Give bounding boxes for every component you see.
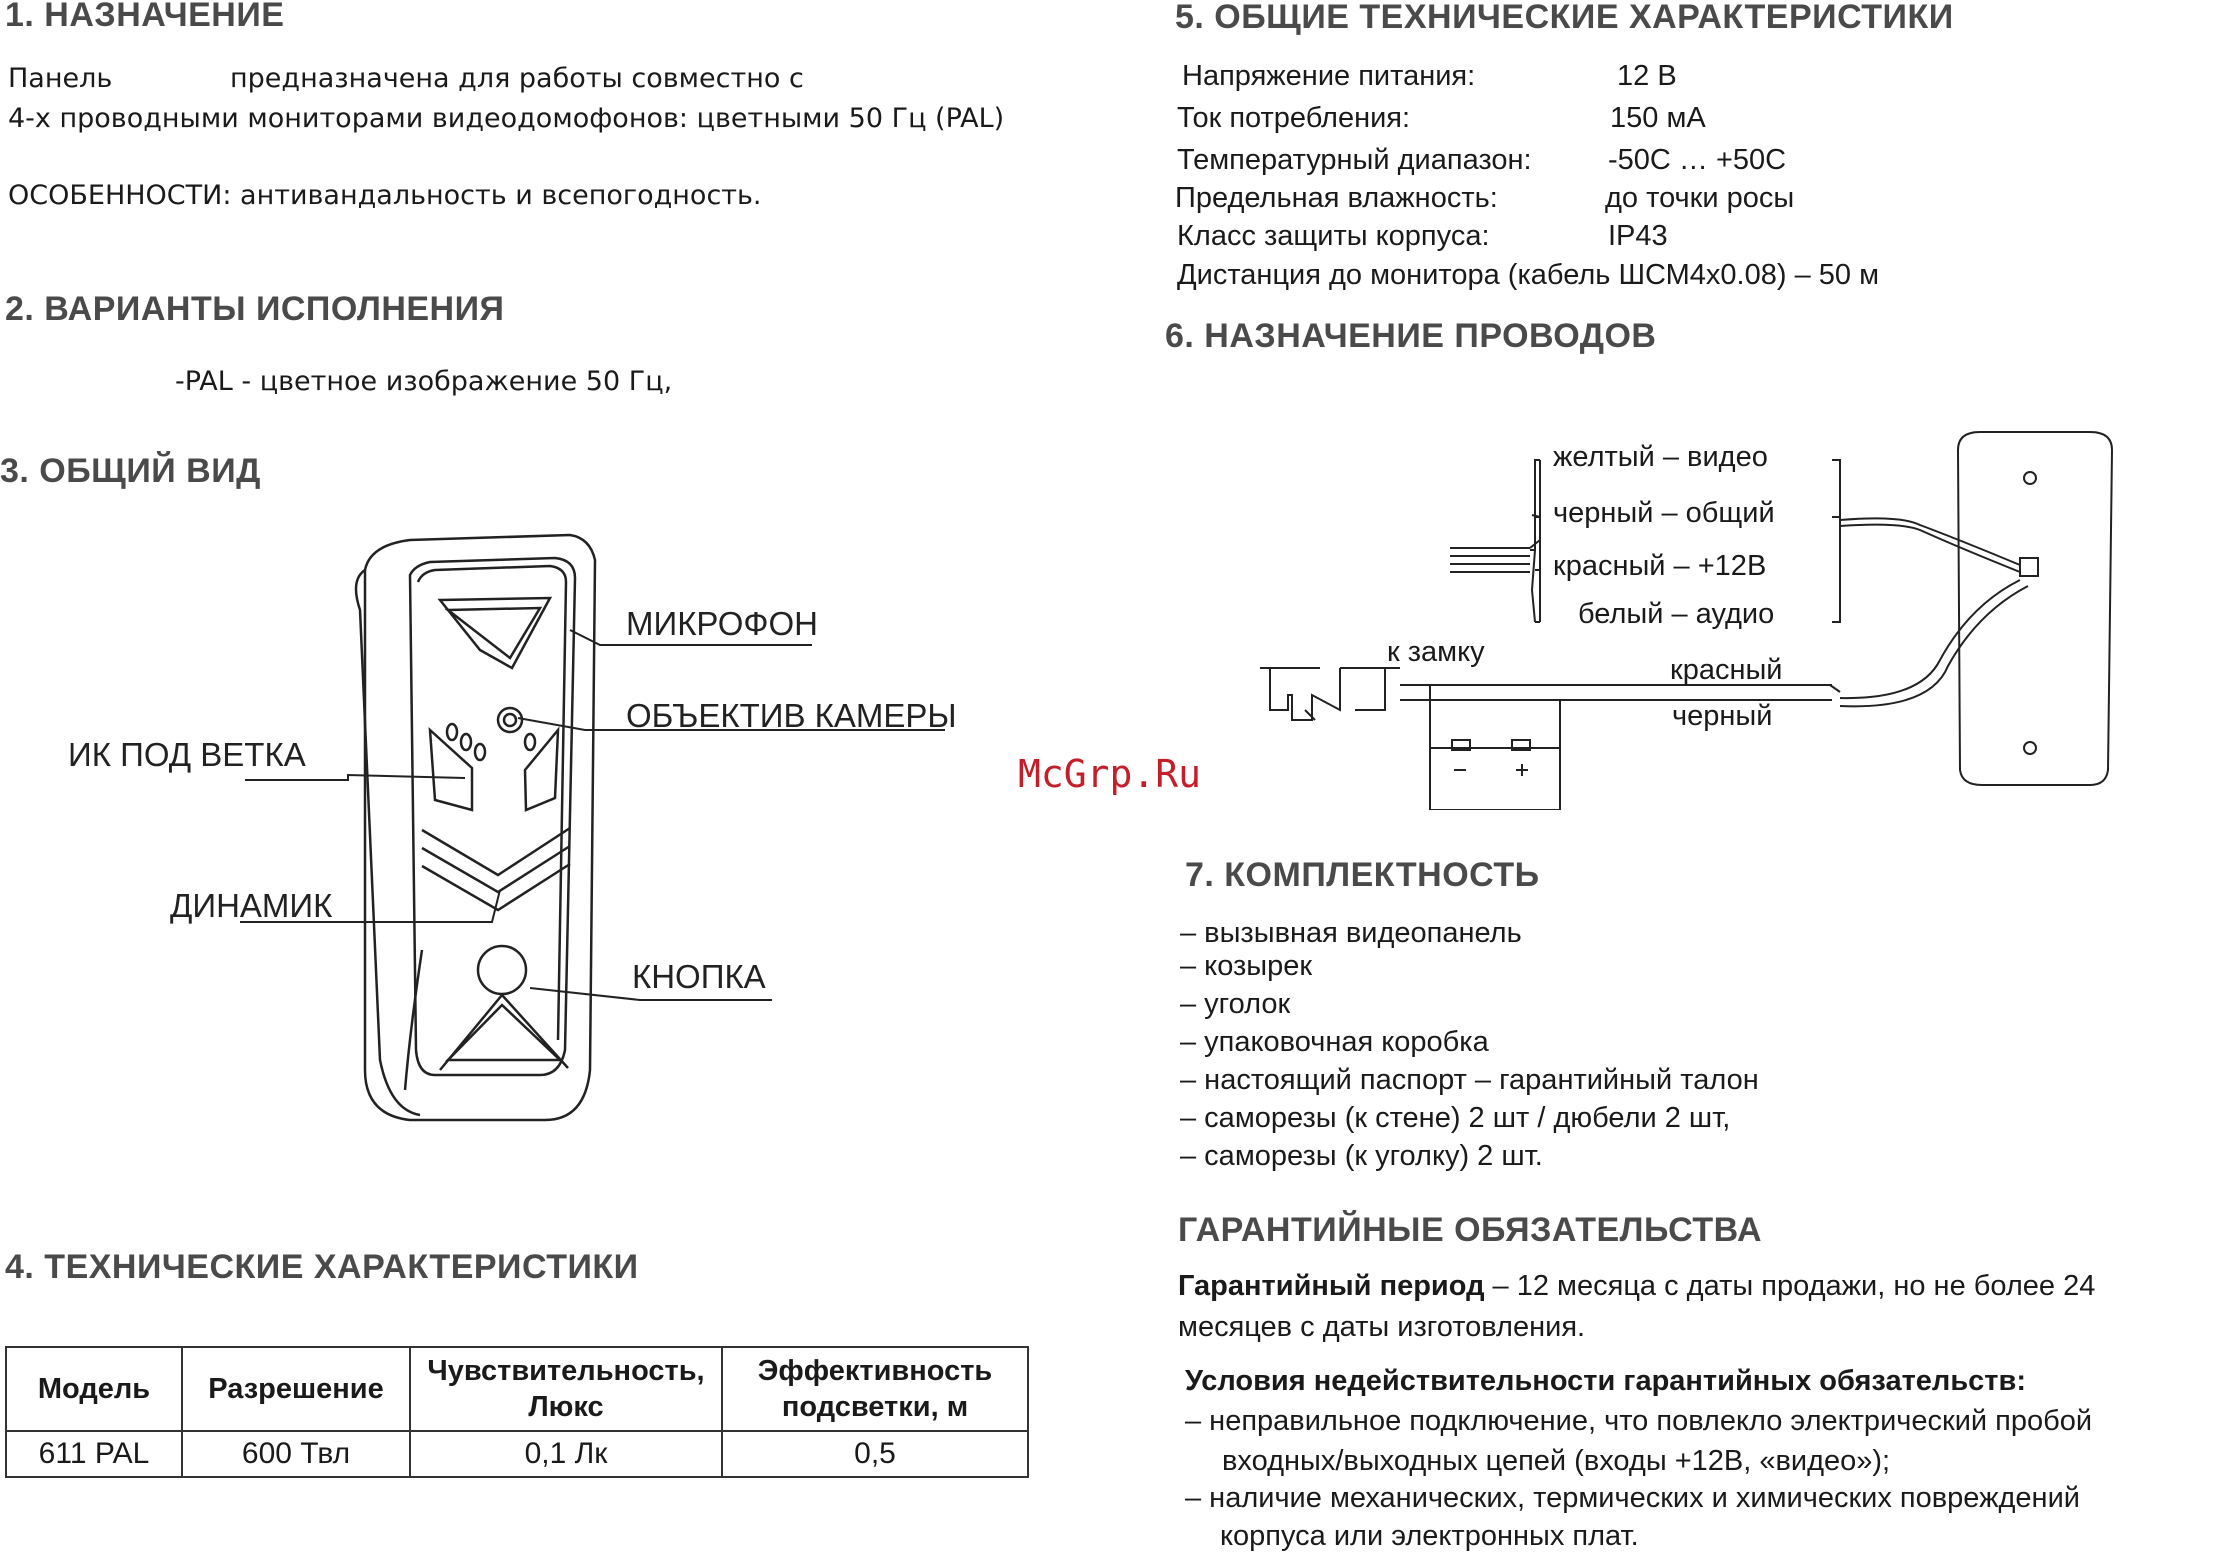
- section-2-heading: 2. ВАРИАНТЫ ИСПОЛНЕНИЯ: [5, 290, 505, 328]
- warranty-heading: ГАРАНТИЙНЫЕ ОБЯЗАТЕЛЬСТВА: [1178, 1211, 1763, 1249]
- section-6-heading: 6. НАЗНАЧЕНИЕ ПРОВОДОВ: [1165, 317, 1657, 355]
- condition-2-line-2: корпуса или электронных плат.: [1220, 1520, 1639, 1552]
- table-row: [6, 1431, 1028, 1477]
- cell-ir-range: 0,5: [722, 1431, 1028, 1477]
- list-item: – упаковочная коробка: [1180, 1026, 1489, 1058]
- condition-1-line-1: – неправильное подключение, что повлекло электрический пробой: [1185, 1405, 2093, 1437]
- watermark: McGrp.Ru: [1018, 752, 1202, 796]
- list-item: – уголок: [1180, 988, 1291, 1020]
- list-item: – саморезы (к уголку) 2 шт.: [1180, 1140, 1543, 1172]
- cell-model: 611 PAL: [6, 1431, 182, 1477]
- spec-value: IP43: [1608, 220, 1668, 252]
- list-item: – вызывная видеопанель: [1180, 917, 1522, 949]
- cell-resolution: 600 Твл: [182, 1431, 410, 1477]
- section-5-heading: 5. ОБЩИЕ ТЕХНИЧЕСКИЕ ХАРАКТЕРИСТИКИ: [1175, 0, 1954, 36]
- distance-line: Дистанция до монитора (кабель ШСМ4х0.08) – 50 м: [1177, 259, 1880, 291]
- column-header-ir-range: Эффективность подсветки, м: [722, 1347, 1028, 1431]
- spec-label: Класс защиты корпуса:: [1177, 220, 1490, 252]
- section-4-heading: 4. ТЕХНИЧЕСКИЕ ХАРАКТЕРИСТИКИ: [5, 1248, 639, 1286]
- spec-table: [5, 1346, 1029, 1478]
- section-7-heading: 7. КОМПЛЕКТНОСТЬ: [1185, 856, 1540, 894]
- variant-item: -PAL - цветное изображение 50 Гц,: [175, 366, 673, 397]
- panel-drawing: [240, 530, 960, 1150]
- warranty-period-label: Гарантийный период: [1178, 1270, 1485, 1302]
- cell-sensitivity: 0,1 Лк: [410, 1431, 722, 1477]
- label-ir-light: ИК ПОД ВЕТКА: [68, 736, 306, 773]
- condition-2-line-1: – наличие механических, термических и химических повреждений: [1185, 1482, 2080, 1514]
- wire-label-white: белый – аудио: [1578, 598, 1775, 630]
- warranty-period: [1178, 1270, 2095, 1303]
- spec-label: Предельная влажность:: [1175, 182, 1498, 214]
- wire-label-black: черный – общий: [1553, 497, 1775, 529]
- label-camera-lens: ОБЪЕКТИВ КАМЕРЫ: [626, 697, 957, 734]
- spec-value: 150 мА: [1610, 102, 1706, 134]
- warranty-period-line-2: месяцев с даты изготовления.: [1178, 1311, 1586, 1343]
- list-item: – козырек: [1180, 950, 1313, 982]
- column-header-model: Модель: [6, 1347, 182, 1431]
- label-button: КНОПКА: [632, 958, 766, 995]
- spec-value: до точки росы: [1605, 182, 1795, 214]
- spec-label: Ток потребления:: [1177, 102, 1411, 134]
- wire-label-red: красный – +12В: [1553, 550, 1767, 582]
- label-speaker: ДИНАМИК: [170, 887, 333, 924]
- column-header-sensitivity: Чувствительность, Люкс: [410, 1347, 722, 1431]
- section-3-heading: 3. ОБЩИЙ ВИД: [0, 452, 261, 490]
- label-microphone: МИКРОФОН: [626, 605, 818, 642]
- lock-label: к замку: [1387, 636, 1485, 668]
- spec-value: -50С … +50С: [1608, 144, 1787, 176]
- wire-label-yellow: желтый – видео: [1553, 441, 1768, 473]
- lock-wire-black: черный: [1672, 700, 1773, 732]
- purpose-line-2: 4-х проводными мониторами видеодомофонов: цветными 50 Гц (PAL): [8, 103, 1005, 134]
- list-item: – саморезы (к стене) 2 шт / дюбели 2 шт,: [1180, 1102, 1731, 1134]
- spec-label: Напряжение питания:: [1182, 60, 1476, 92]
- section-1-heading: 1. НАЗНАЧЕНИЕ: [5, 0, 285, 34]
- lock-wire-red: красный: [1670, 654, 1783, 686]
- warranty-period-text: – 12 месяца с даты продажи, но не более 24: [1484, 1270, 2096, 1302]
- column-header-resolution: Разрешение: [182, 1347, 410, 1431]
- purpose-line-1a: Панель: [8, 63, 113, 94]
- purpose-line-1b: предназначена для работы совместно с: [230, 63, 804, 94]
- spec-value: 12 В: [1617, 60, 1677, 92]
- spec-label: Температурный диапазон:: [1177, 144, 1532, 176]
- condition-1-line-2: входных/выходных цепей (входы +12В, «видео»);: [1222, 1445, 1891, 1477]
- conditions-heading: Условия недействительности гарантийных обязательств:: [1185, 1365, 2026, 1397]
- features-line: ОСОБЕННОСТИ: антивандальность и всепогодность.: [8, 180, 762, 211]
- spec-table-header: [6, 1347, 1028, 1431]
- list-item: – настоящий паспорт – гарантийный талон: [1180, 1064, 1759, 1096]
